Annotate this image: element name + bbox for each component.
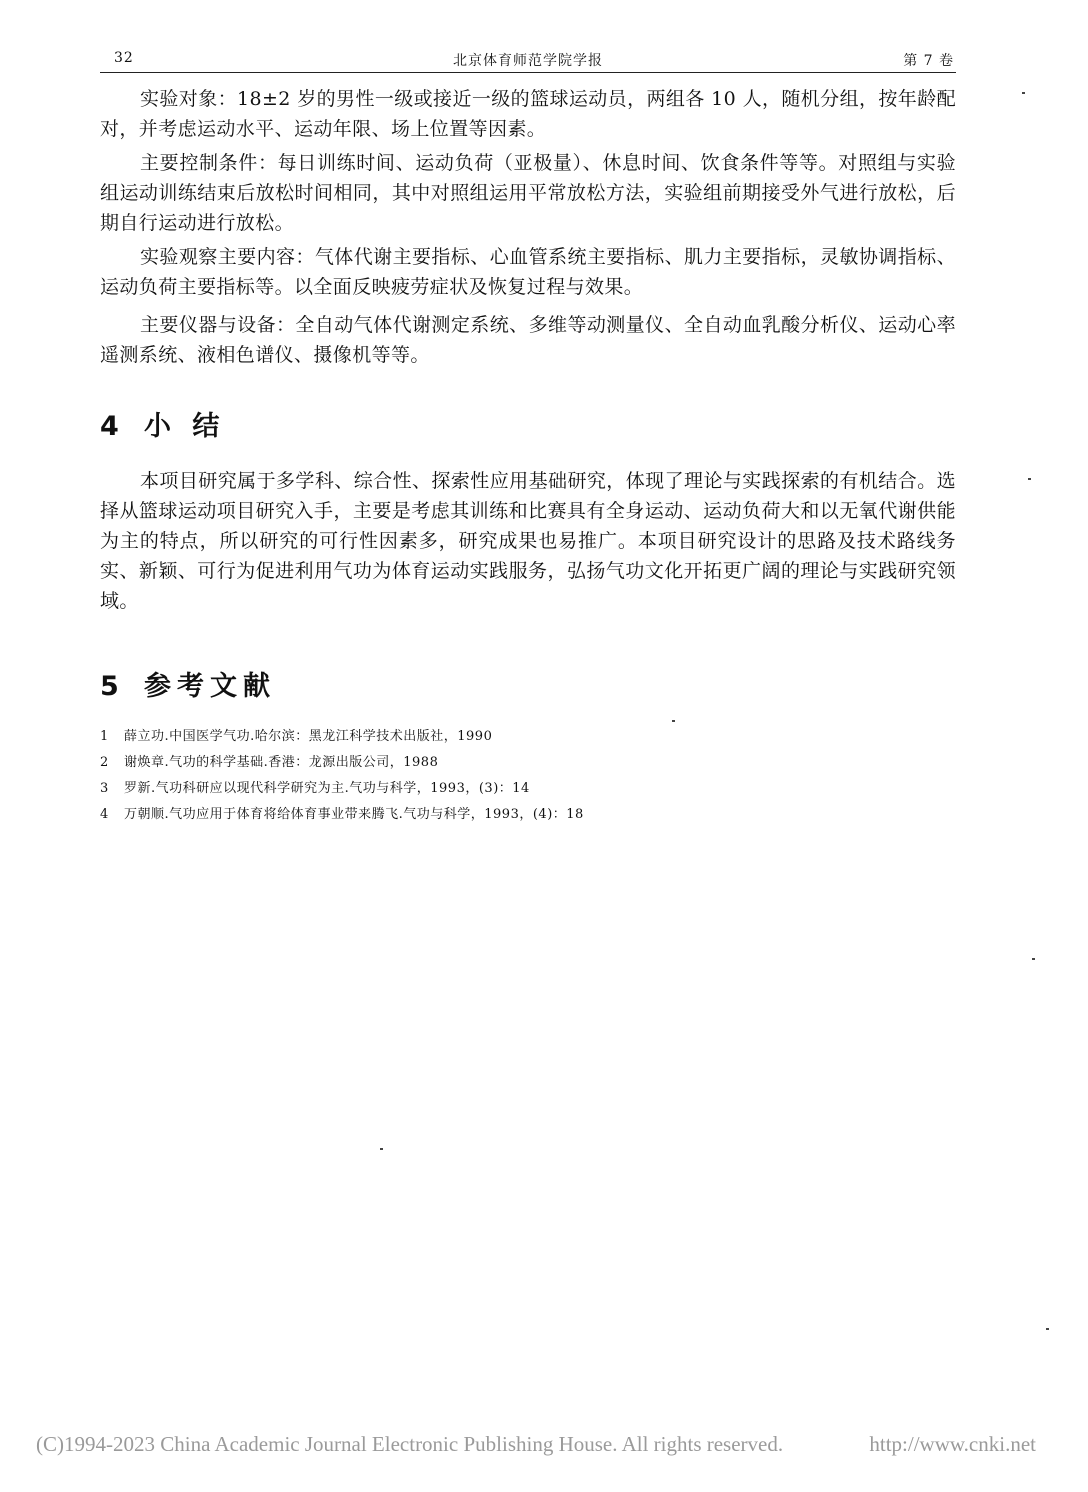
scan-speck	[1022, 92, 1025, 94]
volume-label: 第 7 卷	[903, 53, 954, 69]
scan-speck	[1046, 1328, 1049, 1330]
reference-number: 2	[100, 755, 109, 770]
reference-list	[100, 724, 956, 828]
reference-item	[100, 776, 956, 802]
page-header	[100, 46, 956, 72]
section-heading-summary	[100, 404, 225, 443]
paragraph-instruments: 主要仪器与设备：全自动气体代谢测定系统、多维等动测量仪、全自动血乳酸分析仪、运动心率遥测系统、液相色谱仪、摄像机等等。	[100, 314, 956, 366]
scan-speck	[1028, 478, 1031, 480]
journal-name: 北京体育师范学院学报	[453, 53, 603, 69]
reference-item	[100, 802, 956, 828]
reference-text: 谢焕章.气功的科学基础.香港：龙源出版公司，1988	[124, 755, 439, 770]
section-number: 4	[100, 411, 120, 442]
section-title: 参考文献	[144, 671, 276, 702]
paragraph-control-conditions: 主要控制条件：每日训练时间、运动负荷（亚极量）、休息时间、饮食条件等等。对照组与实验组运动训练结束后放松时间相同，其中对照组运用平常放松方法，实验组前期接受外气进行放松，后期自行运动进行放松。	[100, 152, 956, 234]
reference-number: 3	[100, 781, 109, 796]
section-number: 5	[100, 671, 120, 702]
reference-item	[100, 750, 956, 776]
reference-item	[100, 724, 956, 750]
reference-text: 罗新.气功科研应以现代科学研究为主.气功与科学，1993，(3)：14	[124, 781, 530, 796]
paragraph-observation: 实验观察主要内容：气体代谢主要指标、心血管系统主要指标、肌力主要指标，灵敏协调指标、运动负荷主要指标等。以全面反映疲劳症状及恢复过程与效果。	[100, 246, 956, 298]
scan-speck	[380, 1148, 383, 1150]
section-heading-references	[100, 664, 276, 703]
copyright-text: (C)1994-2023 China Academic Journal Electronic Publishing House. All rights reserved.	[36, 1432, 784, 1456]
reference-text: 万朝顺.气功应用于体育将给体育事业带来腾飞.气功与科学，1993，(4)：18	[124, 807, 584, 822]
header-divider	[100, 72, 956, 73]
reference-number: 1	[100, 729, 109, 744]
page-number: 32	[114, 50, 134, 66]
paragraph-summary: 本项目研究属于多学科、综合性、探索性应用基础研究，体现了理论与实践探索的有机结合。选择从篮球运动项目研究入手，主要是考虑其训练和比赛具有全身运动、运动负荷大和以无氧代谢供能为主的特点，所以研究的可行性因素多，研究成果也易推广。本项目研究设计的思路及技术路线务实、新颖、可行为促进利用气功为体育运动实践服务，弘扬气功文化开拓更广阔的理论与实践研究领域。	[100, 470, 956, 612]
reference-text: 薛立功.中国医学气功.哈尔滨：黑龙江科学技术出版社，1990	[124, 729, 493, 744]
footer-url: http://www.cnki.net	[869, 1432, 1036, 1456]
section-title: 小 结	[144, 411, 226, 442]
scan-speck	[672, 720, 675, 722]
paragraph-subjects: 实验对象：18±2 岁的男性一级或接近一级的篮球运动员，两组各 10 人，随机分组，按年龄配对，并考虑运动水平、运动年限、场上位置等因素。	[100, 88, 956, 140]
copyright-footer	[36, 1432, 1046, 1457]
reference-number: 4	[100, 807, 109, 822]
scan-speck	[1032, 958, 1035, 960]
